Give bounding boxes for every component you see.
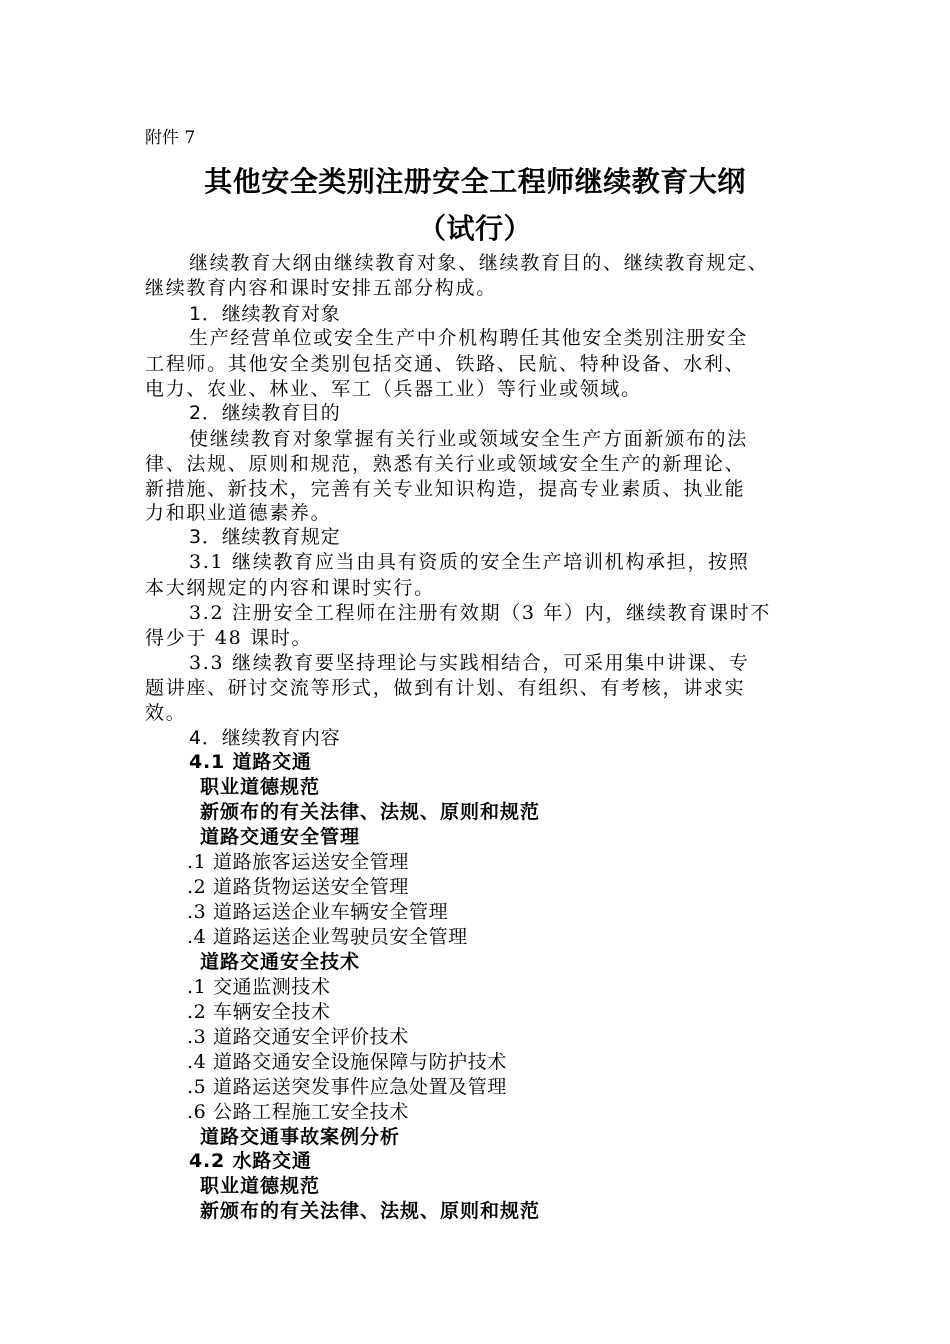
section-heading: 4．继续教育内容 xyxy=(189,727,341,749)
list-item: .1 交通监测技术 xyxy=(187,976,331,998)
body-line: 得少于 48 课时。 xyxy=(145,627,313,649)
list-item: .3 道路交通安全评价技术 xyxy=(187,1026,409,1048)
topic-heading: 道路交通安全管理 xyxy=(200,826,361,848)
list-item: .5 道路运送突发事件应急处置及管理 xyxy=(187,1076,507,1098)
document-subtitle: （试行） xyxy=(417,212,532,245)
list-item: .4 道路运送企业驾驶员安全管理 xyxy=(187,926,468,948)
topic-heading: 职业道德规范 xyxy=(200,1175,321,1197)
body-line: 本大纲规定的内容和课时实行。 xyxy=(145,577,435,599)
topic-heading: 道路交通安全技术 xyxy=(200,951,361,973)
list-item: .6 公路工程施工安全技术 xyxy=(187,1101,409,1123)
body-line: 3.1 继续教育应当由具有资质的安全生产培训机构承担，按照 xyxy=(189,551,750,573)
body-line: 生产经营单位或安全生产中介机构聘任其他安全类别注册安全 xyxy=(189,327,748,349)
topic-heading: 新颁布的有关法律、法规、原则和规范 xyxy=(200,801,541,823)
section-heading: 1．继续教育对象 xyxy=(189,303,341,325)
section-heading: 2．继续教育目的 xyxy=(189,402,341,424)
topic-heading: 职业道德规范 xyxy=(200,776,321,798)
subsection-heading: 4.1 道路交通 xyxy=(189,751,312,773)
list-item: .3 道路运送企业车辆安全管理 xyxy=(187,901,449,923)
body-line: 使继续教育对象掌握有关行业或领域安全生产方面新颁布的法 xyxy=(189,428,748,450)
list-item: .1 道路旅客运送安全管理 xyxy=(187,851,409,873)
section-heading: 3．继续教育规定 xyxy=(189,526,341,548)
document-title: 其他安全类别注册安全工程师继续教育大纲 xyxy=(204,165,746,198)
body-line: 新措施、新技术，完善有关专业知识构造，提高专业素质、执业能 xyxy=(145,478,746,500)
intro-line: 继续教育大纲由继续教育对象、继续教育目的、继续教育规定、 xyxy=(189,252,769,274)
subsection-heading: 4.2 水路交通 xyxy=(189,1150,312,1172)
body-line: 3.2 注册安全工程师在注册有效期（3 年）内，继续教育课时不 xyxy=(189,602,772,624)
list-item: .2 道路货物运送安全管理 xyxy=(187,876,409,898)
body-line: 题讲座、研讨交流等形式，做到有计划、有组织、有考核，讲求实 xyxy=(145,677,746,699)
body-line: 工程师。其他安全类别包括交通、铁路、民航、特种设备、水利、 xyxy=(145,353,746,375)
body-line: 电力、农业、林业、军工（兵器工业）等行业或领域。 xyxy=(145,378,642,400)
topic-heading: 新颁布的有关法律、法规、原则和规范 xyxy=(200,1200,541,1222)
body-line: 力和职业道德素养。 xyxy=(145,502,332,524)
list-item: .4 道路交通安全设施保障与防护技术 xyxy=(187,1051,507,1073)
body-line: 律、法规、原则和规范，熟悉有关行业或领域安全生产的新理论、 xyxy=(145,453,746,475)
intro-line: 继续教育内容和课时安排五部分构成。 xyxy=(145,277,497,299)
body-line: 效。 xyxy=(145,702,187,724)
body-line: 3.3 继续教育要坚持理论与实践相结合，可采用集中讲课、专 xyxy=(189,652,750,674)
attachment-label: 附件 7 xyxy=(145,128,196,148)
list-item: .2 车辆安全技术 xyxy=(187,1001,331,1023)
topic-heading: 道路交通事故案例分析 xyxy=(200,1126,401,1148)
